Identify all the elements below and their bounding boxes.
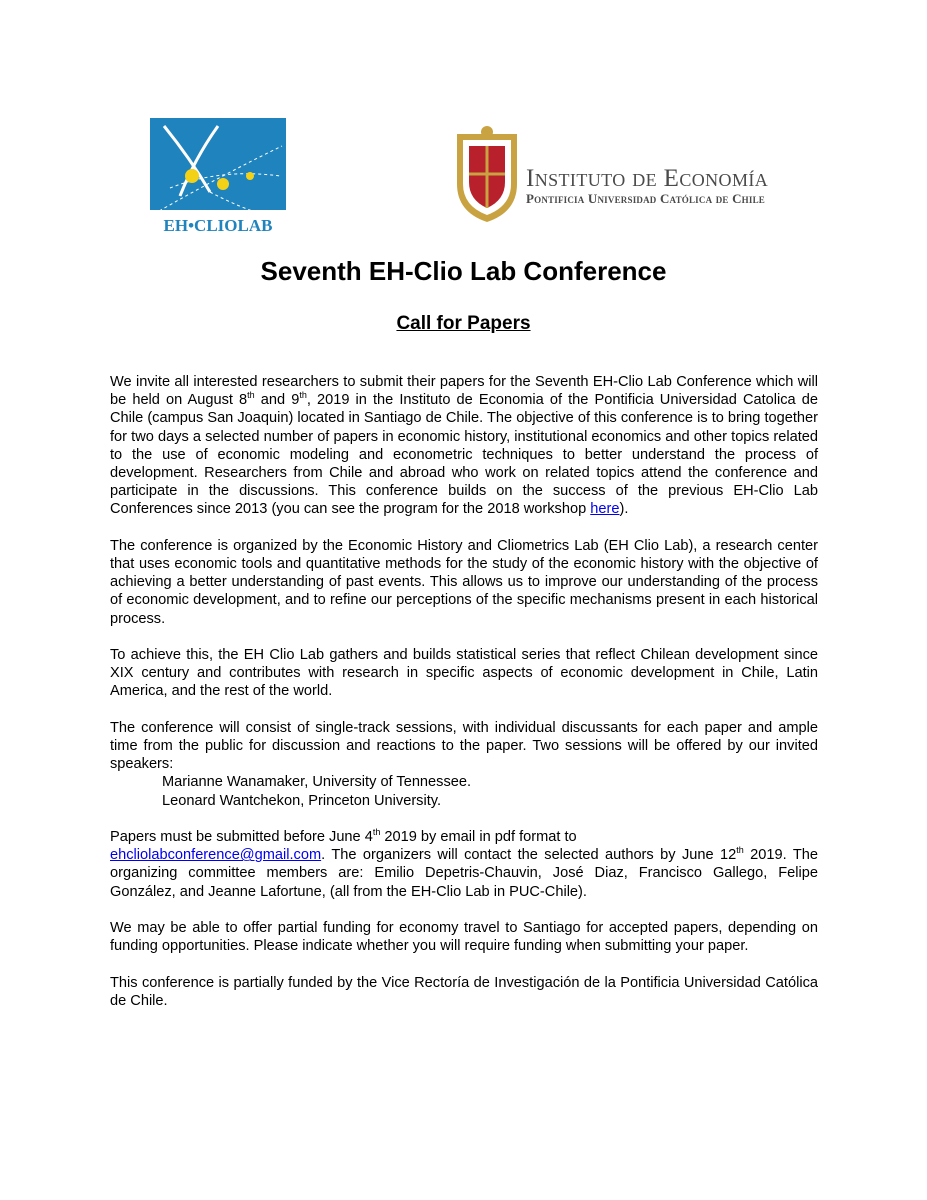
paragraph-organizer: The conference is organized by the Economic History and Cliometrics Lab (EH Clio Lab), a research center that uses economic tools and quantitative methods for the study of the economic history with the objective of achieving a better understanding of past events. This allows us to improve our understanding of the process of economic development, and to refine our perceptions of the specific mechanisms present in each historical process.	[110, 537, 818, 627]
p1-text-b: and 9	[254, 392, 300, 409]
p1-text-a: We invite all interested researchers to submit their papers for the Seventh EH-Clio Lab Conference which will be held on August 8	[110, 374, 818, 409]
p5-text-a: Papers must be submitted before June 4	[110, 829, 373, 846]
page-title: Seventh EH-Clio Lab Conference	[260, 256, 667, 286]
p5-text-c: . The organizers will contact the selected authors by June 12	[321, 847, 737, 864]
paragraph-sessions	[110, 719, 818, 810]
instituto-title: Instituto de Economía	[526, 165, 769, 192]
eh-cliolab-logo	[150, 118, 286, 236]
paragraph-funding: We may be able to offer partial funding for economy travel to Santiago for accepted papers, depending on funding opportunities. Please indicate whether you will require funding when submitting your paper.	[110, 920, 818, 955]
eh-cliolab-logo-text: EH•CLIOLAB	[163, 216, 273, 235]
paragraph-objective: To achieve this, the EH Clio Lab gathers and builds statistical series that reflect Chilean development since XIX century and contributes with research in specific aspects of economic development in Chile, Latin America, and the rest of the world.	[110, 647, 818, 700]
p1-sup-1: th	[247, 390, 255, 401]
instituto-subtitle: Pontificia Universidad Católica de Chile	[526, 191, 765, 206]
page-subtitle: Call for Papers	[396, 313, 531, 334]
instituto-text	[526, 166, 768, 206]
paragraph-invitation	[110, 373, 818, 519]
p5-sup-2: th	[736, 845, 744, 856]
p5-sup-1: th	[372, 827, 381, 838]
p5-text-d: 2019. The organizing committee members are: Emilio Depetris-Chauvin, José Diaz, Francisco Gallego, Felipe González, and Jeanne Lafortune, (all from the EH-Clio Lab in PUC-Chile).	[110, 847, 818, 900]
speaker-item: Leonard Wantchekon, Princeton University.	[162, 792, 442, 809]
university-seal-icon	[449, 124, 525, 224]
workshop-program-link[interactable]: here	[590, 501, 620, 518]
p1-text-d: ).	[619, 501, 629, 518]
email-link[interactable]: ehcliolabconference@gmail.com	[110, 847, 322, 864]
p5-text-b: 2019 by email in pdf format to	[380, 829, 577, 846]
speaker-item: Marianne Wanamaker, University of Tennessee.	[162, 774, 472, 791]
paragraph-sponsor: This conference is partially funded by the Vice Rectoría de Investigación de la Pontificia Universidad Católica de Chile.	[110, 974, 818, 1009]
document-body	[110, 373, 818, 1010]
paragraph-submission	[110, 828, 818, 901]
p1-text-c: , 2019 in the Instituto de Economia of the Pontificia Universidad Catolica de Chile (campus San Joaquin) located in Santiago de Chile. The objective of this conference is to bring together for two days a selected number of papers in economic history, institutional economics and other topics related to the use of economic modeling and econometric techniques to better understand the process of development. Researchers from Chile and abroad who work on related topics attend the conference and participate in the discussions. This conference builds on the success of the previous EH-Clio Lab Conferences since 2013 (you can see the program for the 2018 workshop	[110, 392, 818, 518]
p1-sup-2: th	[299, 390, 307, 401]
p4-text: The conference will consist of single-track sessions, with individual discussants for each paper and ample time from the public for discussion and reactions to the paper. Two sessions will be offered by our invited speakers:	[110, 719, 818, 773]
